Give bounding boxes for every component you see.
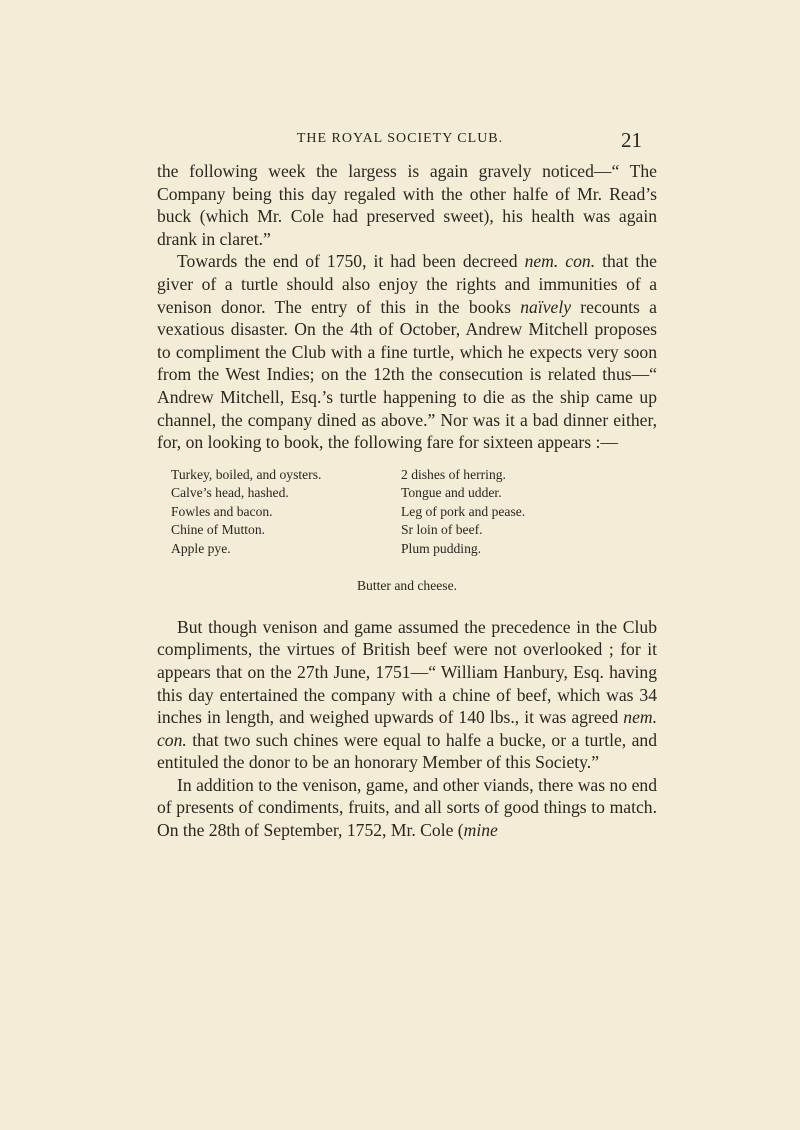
paragraph-1-text: the following week the largess is again gravely noticed—“ The Company being this day regaled with the other halfe of Mr. Read’s buck (which Mr. Cole had preserved sweet), his health was again drank in claret.” — [157, 161, 657, 249]
dish-item: Sr loin of beef. — [401, 522, 483, 538]
nem-con-italic: nem. con. — [524, 251, 596, 272]
bill-of-fare-left-column — [171, 466, 321, 559]
page-body — [157, 160, 657, 842]
paragraph-4 — [157, 774, 657, 842]
dish-item: Chine of Mutton. — [171, 522, 266, 538]
paragraph-4-text-a: In addition to the venison, game, and other viands, there was no end of presents of condiments, fruits, and all sorts of good things to match. On the 28th of September, 1752, Mr. Cole ( — [157, 774, 657, 841]
paragraph-2-text-a: Towards the end of 1750, it had been decreed — [177, 251, 525, 272]
page-number: 21 — [621, 128, 642, 152]
dish-item: Apple pye. — [171, 540, 231, 556]
paragraph-3-text-a: But though venison and game assumed the precedence in the Club compliments, the virtues of British beef were not overlooked ; for it appears that on the 27th June, 1751—“ William Hanbury, Esq. having this day entertained the company with a chine of beef, which was 34 inches in length, and weighed upwards of 140 lbs., it was agreed — [157, 616, 657, 728]
paragraph-2 — [157, 250, 657, 453]
bill-of-fare-center-item: Butter and cheese. — [356, 577, 458, 593]
paragraph-3 — [157, 616, 657, 774]
dish-item: Turkey, boiled, and oysters. — [171, 466, 322, 482]
bill-of-fare-right-column — [401, 466, 525, 559]
dish-item: Fowles and bacon. — [171, 503, 273, 519]
dish-item: 2 dishes of herring. — [401, 466, 506, 482]
paragraph-1 — [157, 160, 657, 250]
dish-item: Tongue and udder. — [401, 485, 502, 501]
bill-of-fare — [157, 466, 657, 606]
paragraph-2-text-c: recounts a vexatious disaster. On the 4th of October, Andrew Mitchell proposes to compliment the Club with a fine turtle, which he expects very soon from the West Indies; on the 12th the consecution is related thus—“ Andrew Mitchell, Esq.’s turtle happening to die as the ship came up channel, the company dined as above.” Nor was it a bad dinner either, for, on looking to book, the following fare for sixteen appears :— — [157, 296, 657, 453]
nem-con-italic: nem. con. — [157, 707, 657, 750]
paragraph-2-text-b: that the giver of a turtle should also enjoy the rights and immunities of a venison donor. The entry of this in the books — [157, 251, 657, 317]
paragraph-3-text-b: that two such chines were equal to halfe a bucke, or a turtle, and entituled the donor to be an honorary Member of this Society.” — [157, 729, 657, 773]
naively-italic: naïvely — [520, 296, 572, 317]
running-head — [0, 128, 800, 152]
dish-item: Plum pudding. — [401, 540, 482, 556]
dish-item: Leg of pork and pease. — [401, 503, 526, 519]
dish-item: Calve’s head, hashed. — [171, 485, 289, 501]
running-title: THE ROYAL SOCIETY CLUB. — [296, 131, 504, 146]
mine-italic: mine — [463, 820, 498, 841]
